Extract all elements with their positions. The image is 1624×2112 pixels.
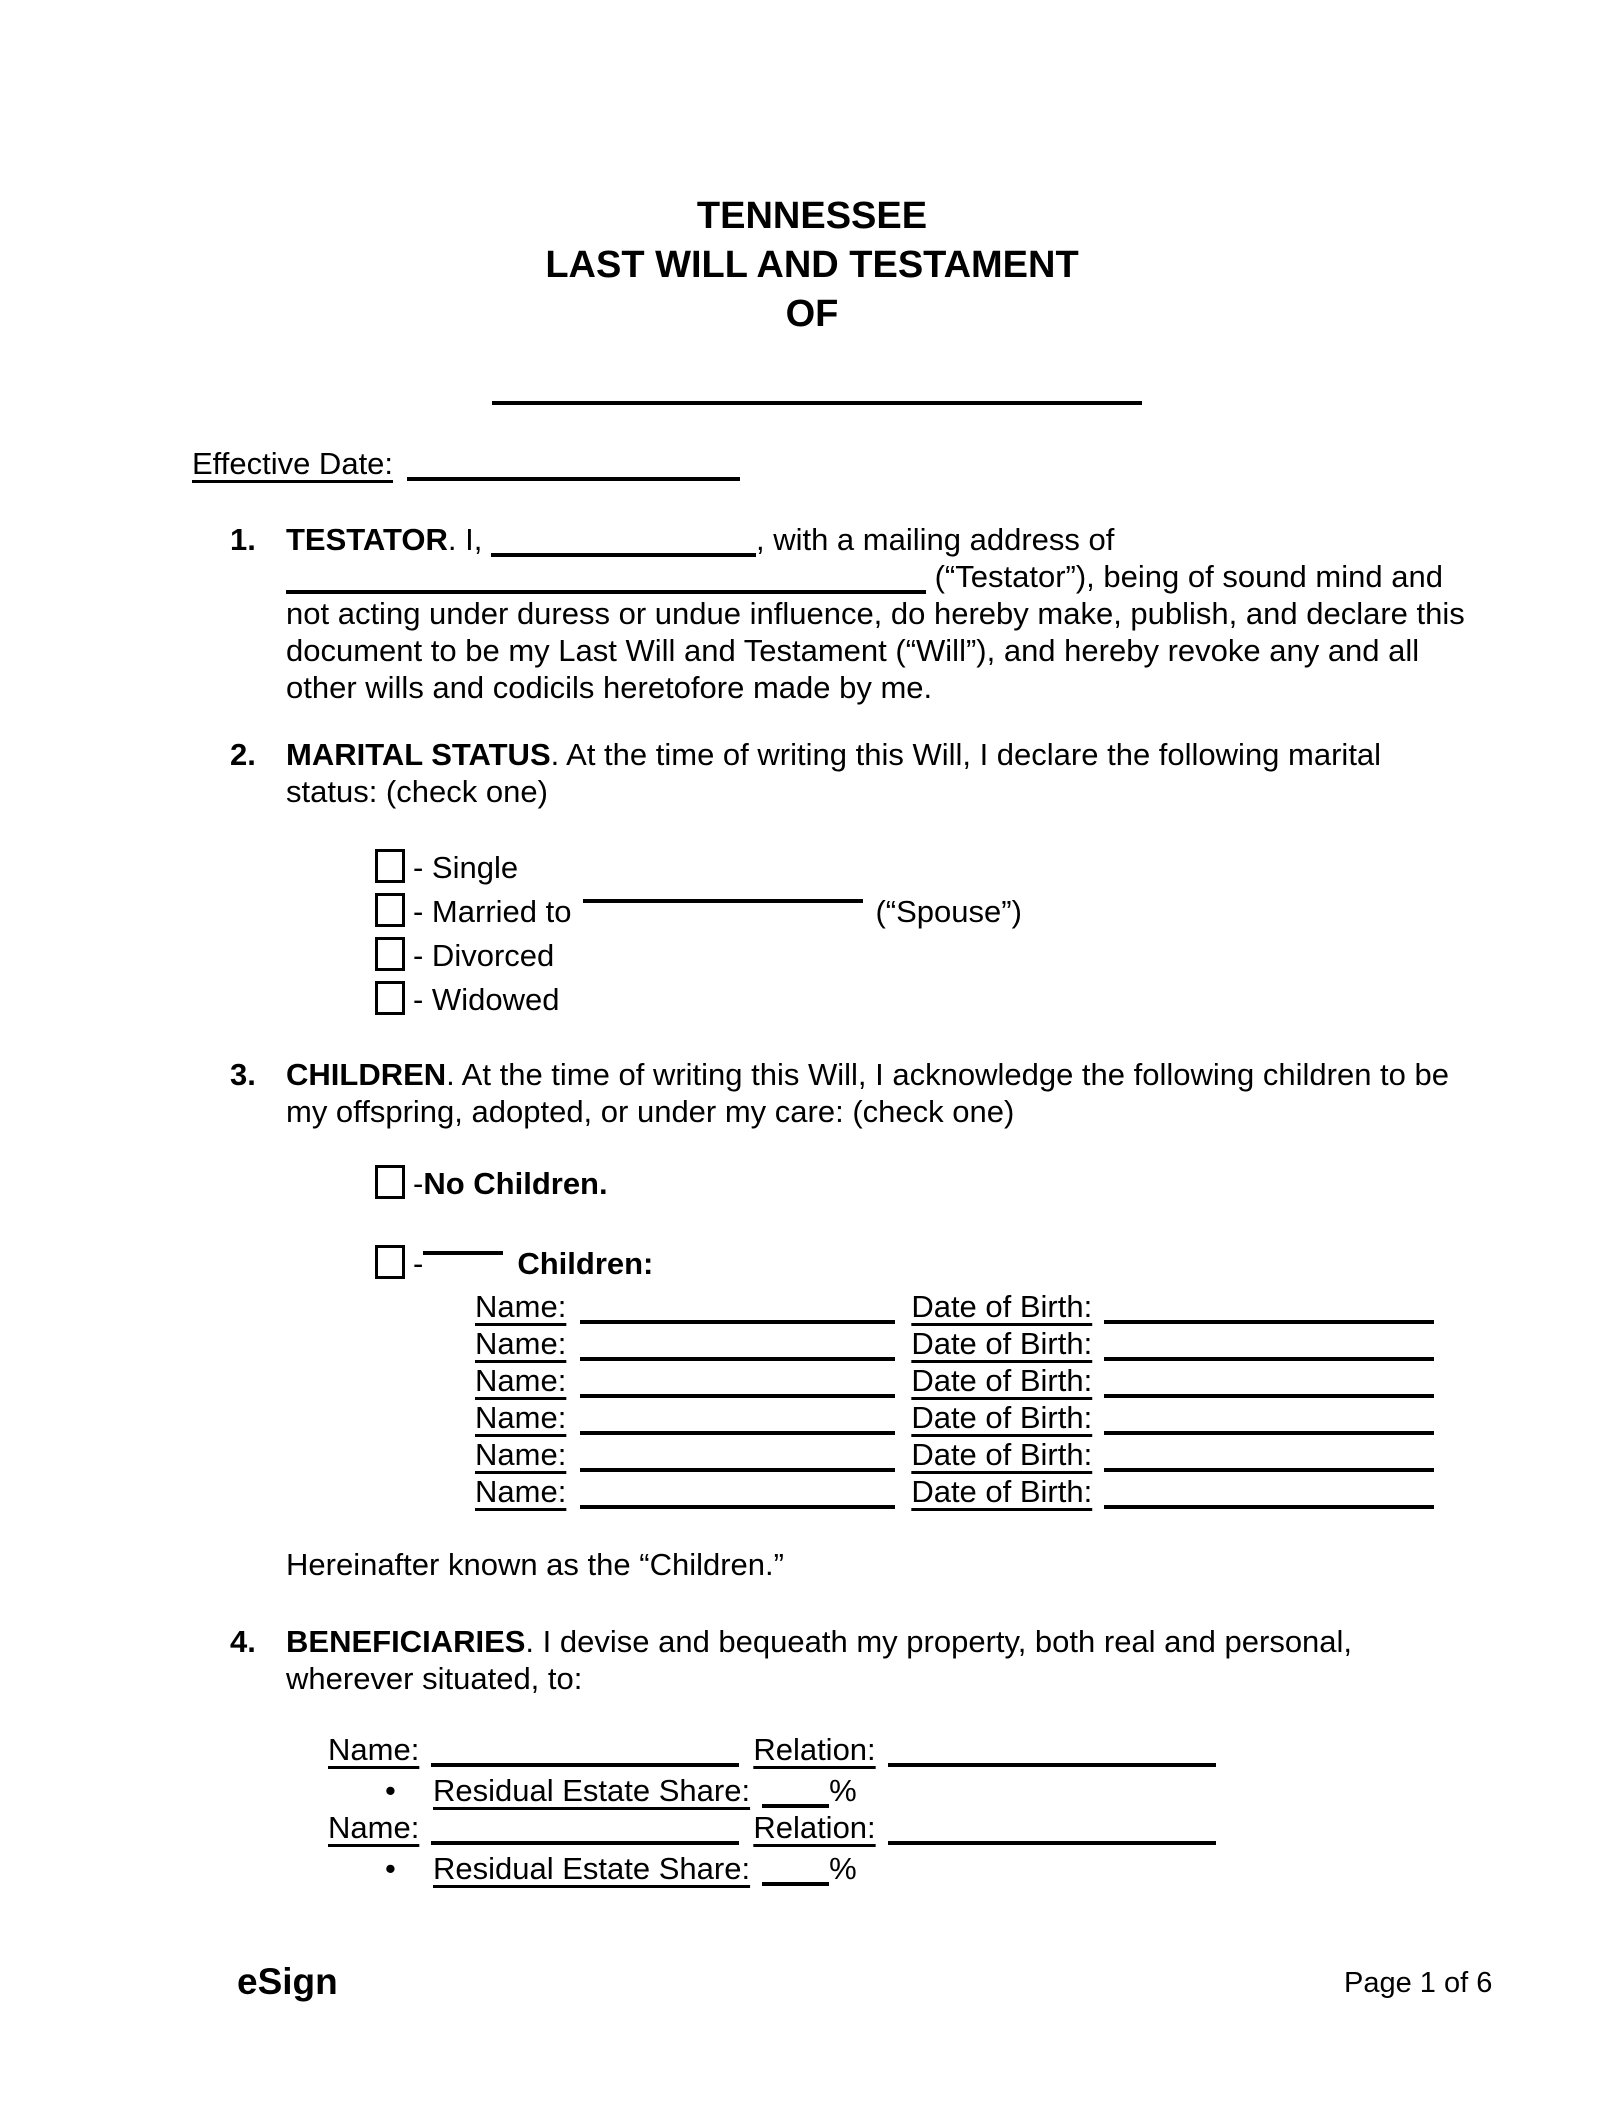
children-count-dash: -: [413, 1246, 424, 1281]
option-married-label: - Married to: [413, 894, 572, 929]
child-dob-blank[interactable]: [1104, 1462, 1434, 1472]
percent-sign: %: [829, 1851, 857, 1886]
child-dob-blank[interactable]: [1104, 1351, 1434, 1361]
beneficiary-relation-label: Relation:: [753, 1732, 876, 1767]
beneficiaries-list: [286, 1731, 1216, 1887]
beneficiaries-body-text: . I devise and bequeath my property, both real and personal, wherever situated, to:: [286, 1624, 1353, 1696]
section-marital-number: 2.: [230, 737, 256, 772]
child-dob-blank[interactable]: [1104, 1388, 1434, 1398]
option-widowed-label: - Widowed: [413, 982, 560, 1017]
residual-share-blank[interactable]: [762, 1798, 829, 1808]
effective-date-blank[interactable]: [407, 471, 740, 481]
residual-share-label: Residual Estate Share:: [433, 1773, 751, 1808]
checkbox-no-children[interactable]: [375, 1165, 405, 1199]
bullet-icon: •: [385, 1851, 396, 1886]
no-children-dash: -: [413, 1166, 424, 1201]
effective-date-row: [192, 445, 740, 482]
child-name-blank[interactable]: [580, 1425, 895, 1435]
child-row-3: [475, 1362, 1434, 1399]
checkbox-married[interactable]: [375, 893, 405, 927]
child-name-blank[interactable]: [580, 1462, 895, 1472]
effective-date-label: Effective Date:: [192, 446, 394, 481]
section-beneficiaries-heading: BENEFICIARIES: [286, 1624, 526, 1659]
beneficiary-row-2: [328, 1809, 1216, 1846]
section-beneficiaries-body: [286, 1623, 1466, 1697]
option-married-suffix: (“Spouse”): [875, 894, 1022, 929]
beneficiary-relation-blank[interactable]: [888, 1835, 1216, 1845]
section-marital-body: [286, 736, 1466, 810]
beneficiary-share-row-1: [385, 1772, 1216, 1809]
percent-sign: %: [829, 1773, 857, 1808]
child-dob-label: Date of Birth:: [911, 1363, 1093, 1398]
no-children-option: [375, 1165, 608, 1202]
child-row-1: [475, 1288, 1434, 1325]
section-children-heading: CHILDREN: [286, 1057, 447, 1092]
children-count-label: Children:: [517, 1246, 654, 1281]
residual-share-label: Residual Estate Share:: [433, 1851, 751, 1886]
child-name-label: Name:: [475, 1363, 567, 1398]
beneficiary-name-label: Name:: [328, 1732, 420, 1767]
beneficiary-relation-blank[interactable]: [888, 1757, 1216, 1767]
child-dob-blank[interactable]: [1104, 1499, 1434, 1509]
testator-address-blank[interactable]: [286, 584, 926, 594]
children-table: [475, 1288, 1434, 1510]
testator-name-line-blank[interactable]: [492, 401, 1142, 405]
checkbox-divorced[interactable]: [375, 937, 405, 971]
checkbox-widowed[interactable]: [375, 981, 405, 1015]
residual-share-blank[interactable]: [762, 1876, 829, 1886]
page-indicator: Page 1 of 6: [1344, 1967, 1493, 1999]
testator-address-intro-text: , with a mailing address of: [755, 522, 1115, 557]
no-children-label: No Children.: [423, 1166, 608, 1201]
child-row-6: [475, 1473, 1434, 1510]
child-name-blank[interactable]: [580, 1351, 895, 1361]
section-testator: [230, 521, 1466, 706]
spouse-name-blank[interactable]: [583, 893, 863, 903]
section-testator-heading: TESTATOR: [286, 522, 448, 557]
child-name-label: Name:: [475, 1326, 567, 1361]
esign-brand-logo: eSign: [237, 1961, 338, 2002]
section-marital-status: [230, 736, 1466, 810]
child-dob-label: Date of Birth:: [911, 1289, 1093, 1324]
child-name-label: Name:: [475, 1437, 567, 1472]
option-divorced-label: - Divorced: [413, 938, 555, 973]
child-dob-label: Date of Birth:: [911, 1474, 1093, 1509]
children-count-option: [375, 1245, 653, 1282]
document-title: [0, 192, 1624, 339]
checkbox-single[interactable]: [375, 849, 405, 883]
section-children-body: [286, 1056, 1466, 1130]
testator-name-blank[interactable]: [491, 547, 756, 557]
marital-option-single: [375, 849, 1022, 893]
testator-declaration-text: (“Testator”), being of sound mind and not acting under duress or undue influence, do hereby make, publish, and declare this document to be my Last Will and Testament (“Will”), and hereby revoke any and all other wills and codicils heretofore made by me.: [286, 559, 1465, 705]
testator-lead-text: . I,: [447, 522, 491, 557]
child-dob-blank[interactable]: [1104, 1425, 1434, 1435]
child-name-label: Name:: [475, 1400, 567, 1435]
child-row-4: [475, 1399, 1434, 1436]
marital-option-widowed: [375, 981, 1022, 1025]
child-name-label: Name:: [475, 1474, 567, 1509]
child-name-label: Name:: [475, 1289, 567, 1324]
hereinafter-note: Hereinafter known as the “Children.”: [286, 1547, 784, 1582]
child-dob-label: Date of Birth:: [911, 1437, 1093, 1472]
title-line-main: LAST WILL AND TESTAMENT: [545, 244, 1079, 286]
option-single-label: - Single: [413, 850, 519, 885]
beneficiary-row-1: [328, 1731, 1216, 1768]
beneficiary-name-blank[interactable]: [431, 1757, 739, 1767]
children-body-text: . At the time of writing this Will, I acknowledge the following children to be my offspring, adopted, or under my care: (check one): [286, 1057, 1449, 1129]
child-dob-label: Date of Birth:: [911, 1326, 1093, 1361]
child-name-blank[interactable]: [580, 1314, 895, 1324]
child-row-2: [475, 1325, 1434, 1362]
title-line-of: OF: [785, 293, 839, 335]
section-beneficiaries-number: 4.: [230, 1624, 256, 1659]
beneficiary-name-label: Name:: [328, 1810, 420, 1845]
beneficiary-share-row-2: [385, 1850, 1216, 1887]
section-children-number: 3.: [230, 1057, 256, 1092]
child-name-blank[interactable]: [580, 1388, 895, 1398]
child-row-5: [475, 1436, 1434, 1473]
marital-option-married: [375, 893, 1022, 937]
marital-body-text: . At the time of writing this Will, I declare the following marital status: (check one): [286, 737, 1382, 809]
title-line-state: TENNESSEE: [696, 195, 928, 237]
beneficiary-relation-label: Relation:: [753, 1810, 876, 1845]
section-marital-heading: MARITAL STATUS: [286, 737, 551, 772]
marital-options: [375, 849, 1022, 1025]
children-count-blank[interactable]: [423, 1245, 503, 1255]
section-children: [230, 1056, 1466, 1130]
marital-option-divorced: [375, 937, 1022, 981]
child-dob-blank[interactable]: [1104, 1314, 1434, 1324]
checkbox-has-children[interactable]: [375, 1245, 405, 1279]
child-dob-label: Date of Birth:: [911, 1400, 1093, 1435]
section-testator-number: 1.: [230, 522, 256, 557]
beneficiary-name-blank[interactable]: [431, 1835, 739, 1845]
section-testator-body: [286, 521, 1466, 706]
section-beneficiaries: [230, 1623, 1466, 1697]
bullet-icon: •: [385, 1773, 396, 1808]
child-name-blank[interactable]: [580, 1499, 895, 1509]
